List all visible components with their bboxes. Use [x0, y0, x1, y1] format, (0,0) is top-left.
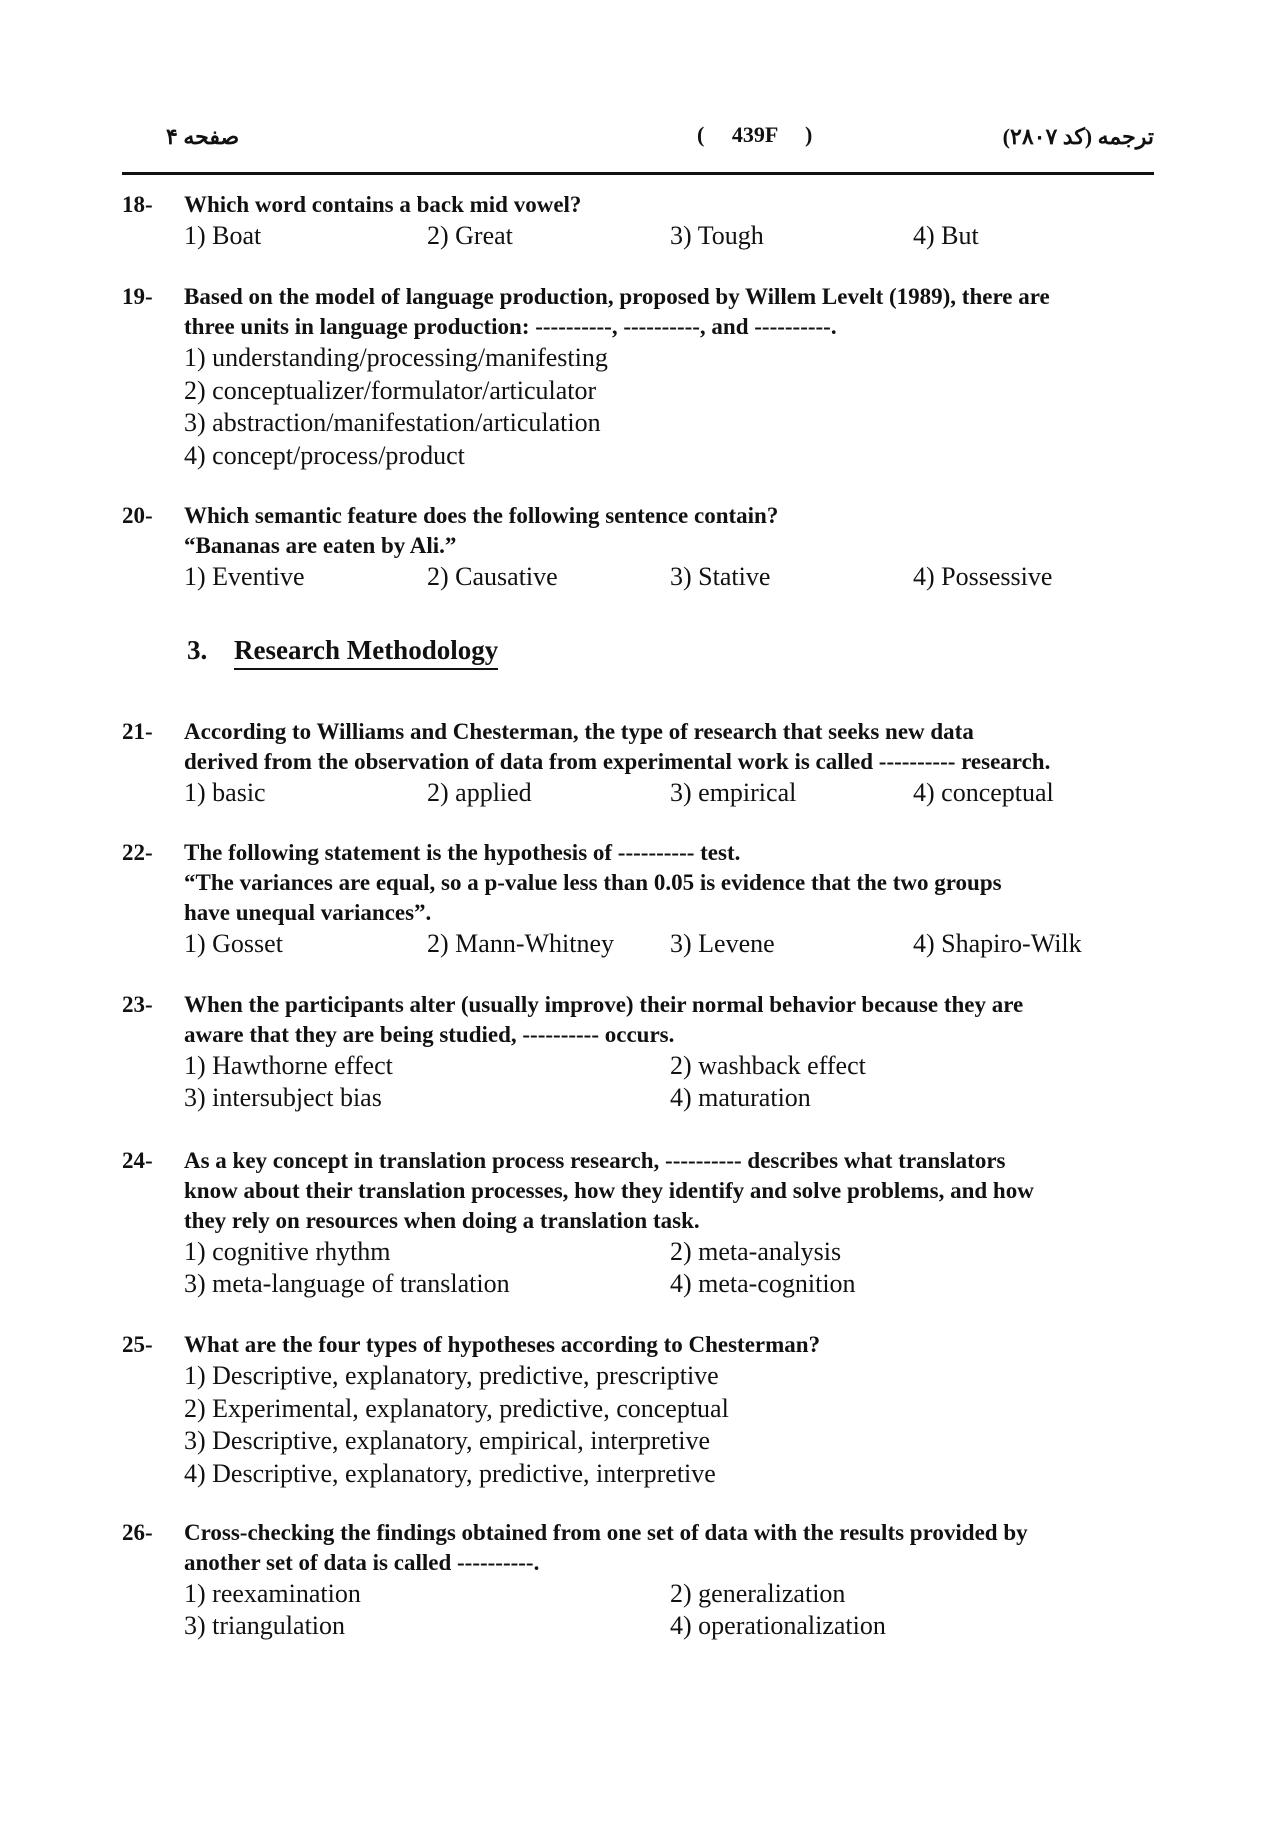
option-4[interactable]: 4) Possessive: [913, 562, 1053, 591]
option-3[interactable]: 3) empirical: [670, 778, 797, 807]
section-number: 3.: [187, 635, 208, 665]
option-1[interactable]: 1) understanding/processing/manifesting: [184, 343, 608, 372]
option-2[interactable]: 2) Great: [427, 221, 513, 250]
question-stem: [184, 1146, 1154, 1236]
options: [184, 1360, 1154, 1490]
question-number: 18-: [122, 192, 153, 217]
option-1[interactable]: 1) Gosset: [184, 929, 283, 958]
option-2[interactable]: 2) washback effect: [670, 1051, 866, 1080]
stem-line: When the participants alter (usually improve) their normal behavior because they are: [184, 992, 1024, 1017]
question-24: [122, 1146, 1154, 1300]
option-2[interactable]: 2) Mann-Whitney: [427, 929, 615, 958]
question-stem: [184, 1330, 1154, 1360]
options: [184, 561, 1154, 593]
option-3[interactable]: 3) abstraction/manifestation/articulation: [184, 408, 601, 437]
options: [184, 928, 1154, 960]
page-number-label: صفحه ۴: [166, 124, 240, 149]
question-number: 21-: [122, 719, 153, 744]
option-3[interactable]: 3) intersubject bias: [184, 1083, 382, 1112]
option-4[interactable]: 4) But: [913, 221, 979, 250]
stem-line: As a key concept in translation process research, ---------- describes what translators: [184, 1148, 1006, 1173]
question-stem: [184, 190, 1154, 220]
booklet-code: ( 439F ): [697, 122, 813, 147]
option-1[interactable]: 1) Boat: [184, 221, 262, 250]
option-3[interactable]: 3) Descriptive, explanatory, empirical, interpretive: [184, 1426, 711, 1455]
option-1[interactable]: 1) basic: [184, 778, 266, 807]
option-2[interactable]: 2) meta-analysis: [670, 1237, 842, 1266]
option-1[interactable]: 1) Descriptive, explanatory, predictive, prescriptive: [184, 1361, 719, 1390]
stem-line: “Bananas are eaten by Ali.”: [184, 533, 457, 558]
option-1[interactable]: 1) Eventive: [184, 562, 305, 591]
question-21: [122, 717, 1154, 809]
option-4[interactable]: 4) conceptual: [913, 778, 1054, 807]
option-4[interactable]: 4) Descriptive, explanatory, predictive, interpretive: [184, 1458, 716, 1488]
stem-line: three units in language production: ----------, ----------, and ----------.: [184, 314, 837, 339]
stem-line: What are the four types of hypotheses according to Chesterman?: [184, 1332, 821, 1357]
option-2[interactable]: 2) generalization: [670, 1579, 846, 1608]
option-4[interactable]: 4) operationalization: [670, 1611, 886, 1640]
question-22: [122, 838, 1154, 960]
options: [184, 777, 1154, 809]
option-3[interactable]: 3) meta-language of translation: [184, 1269, 510, 1298]
option-3[interactable]: 3) triangulation: [184, 1611, 346, 1640]
stem-line: According to Williams and Chesterman, the type of research that seeks new data: [184, 719, 974, 744]
option-2[interactable]: 2) Causative: [427, 562, 558, 591]
question-18: [122, 190, 1154, 252]
option-1[interactable]: 1) cognitive rhythm: [184, 1237, 391, 1266]
stem-line: aware that they are being studied, ---------- occurs.: [184, 1022, 675, 1047]
question-stem: [184, 838, 1154, 928]
question-stem: [184, 990, 1154, 1050]
options: [184, 342, 1154, 472]
header-divider: [122, 172, 1154, 175]
question-number: 19-: [122, 284, 153, 309]
stem-line: have unequal variances”.: [184, 900, 432, 925]
question-number: 25-: [122, 1332, 153, 1357]
question-number: 20-: [122, 503, 153, 528]
stem-line: Which semantic feature does the following sentence contain?: [184, 503, 779, 528]
option-2[interactable]: 2) applied: [427, 778, 532, 807]
question-stem: [184, 717, 1154, 777]
stem-line: they rely on resources when doing a translation task.: [184, 1208, 700, 1233]
option-4[interactable]: 4) maturation: [670, 1083, 811, 1112]
question-20: [122, 501, 1154, 593]
option-3[interactable]: 3) Stative: [670, 562, 771, 591]
question-25: [122, 1330, 1154, 1490]
options: [184, 1578, 1154, 1642]
question-number: 22-: [122, 840, 153, 865]
option-3[interactable]: 3) Tough: [670, 221, 764, 250]
options: [184, 220, 1154, 252]
option-4[interactable]: 4) concept/process/product: [184, 440, 465, 470]
page-header: [122, 118, 1154, 158]
stem-line: “The variances are equal, so a p-value less than 0.05 is evidence that the two groups: [184, 870, 1002, 895]
stem-line: know about their translation processes, how they identify and solve problems, and how: [184, 1178, 1034, 1203]
question-19: [122, 282, 1154, 472]
question-number: 24-: [122, 1148, 153, 1173]
question-number: 26-: [122, 1520, 153, 1545]
question-stem: [184, 1518, 1154, 1578]
options: [184, 1050, 1154, 1114]
section-title: Research Methodology: [234, 635, 498, 670]
stem-line: Which word contains a back mid vowel?: [184, 192, 582, 217]
option-3[interactable]: 3) Levene: [670, 929, 775, 958]
option-2[interactable]: 2) conceptualizer/formulator/articulator: [184, 375, 597, 405]
question-number: 23-: [122, 992, 153, 1017]
stem-line: another set of data is called ----------.: [184, 1550, 540, 1575]
option-2[interactable]: 2) Experimental, explanatory, predictive, conceptual: [184, 1393, 729, 1423]
subject-title: ترجمه (کد ۲۸۰۷): [1002, 124, 1154, 149]
question-stem: [184, 282, 1154, 342]
stem-line: Cross-checking the findings obtained from one set of data with the results provided by: [184, 1520, 1028, 1545]
option-1[interactable]: 1) Hawthorne effect: [184, 1051, 393, 1080]
question-26: [122, 1518, 1154, 1642]
section-heading: [187, 635, 498, 666]
stem-line: derived from the observation of data from experimental work is called ---------- research.: [184, 749, 1051, 774]
options: [184, 1236, 1154, 1300]
stem-line: The following statement is the hypothesis of ---------- test.: [184, 840, 741, 865]
option-1[interactable]: 1) reexamination: [184, 1579, 361, 1608]
question-stem: [184, 501, 1154, 561]
stem-line: Based on the model of language production, proposed by Willem Levelt (1989), there are: [184, 284, 1050, 309]
option-4[interactable]: 4) meta-cognition: [670, 1269, 856, 1298]
option-4[interactable]: 4) Shapiro-Wilk: [913, 929, 1082, 958]
question-23: [122, 990, 1154, 1114]
